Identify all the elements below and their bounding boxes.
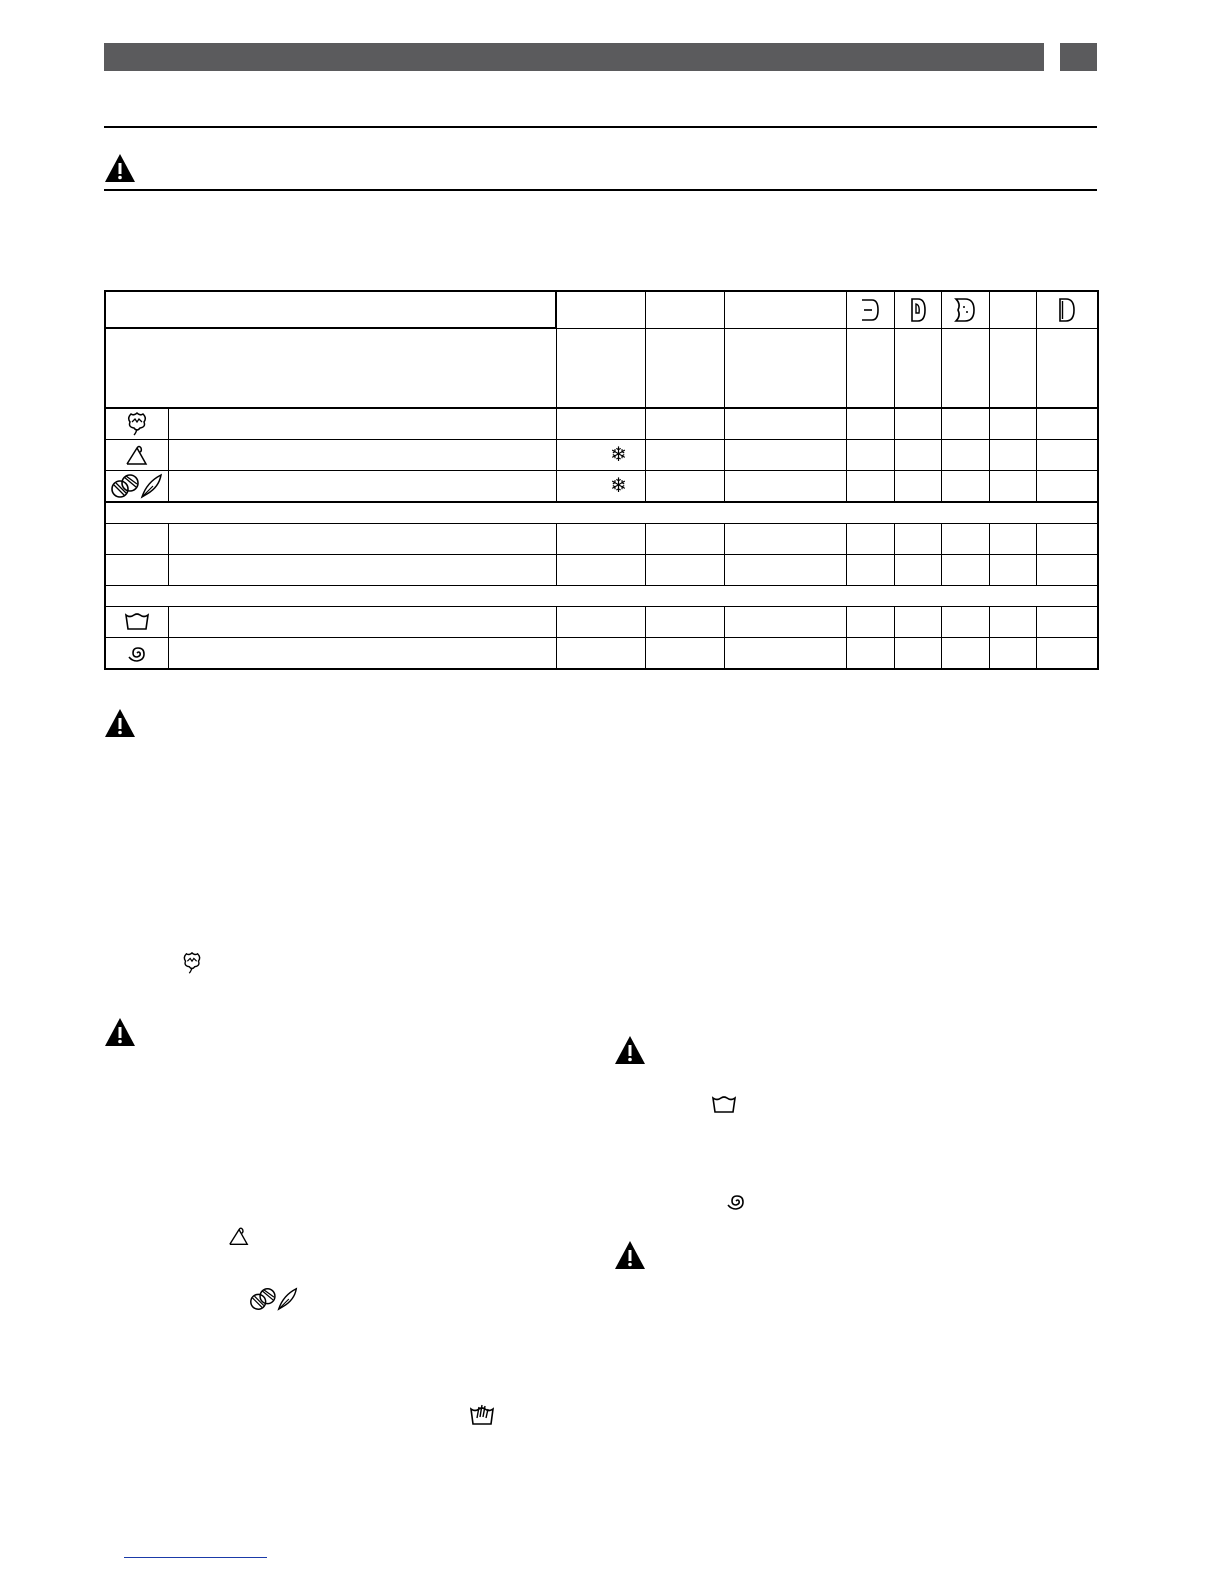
table-row-label [168,524,556,555]
table-row-label [168,555,556,586]
snowflake-icon: ❄ [610,442,627,466]
page-number-box [1060,43,1097,71]
programme-table [104,290,1099,670]
section-rule-top [104,126,1097,128]
table-row-label [168,471,556,503]
warning-triangle-icon [614,1034,646,1066]
cold-cell [556,440,645,471]
rinse-tub-icon [105,607,168,638]
main-wash-compartment-icon [894,291,941,328]
table-header-cell [989,291,1036,328]
table-row-label [168,408,556,440]
warning-triangle-icon [104,1016,136,1048]
table-row-symbol [105,524,168,555]
table-row-label [168,440,556,471]
rinse-tub-icon [710,1094,738,1116]
table-row-label [168,607,556,638]
page-header-bar [104,43,1044,71]
section-rule-bottom [104,189,1097,191]
wool-silk-icon [247,1286,301,1312]
table-header-cell [724,291,846,328]
table-header-cell [556,291,645,328]
table-header-cell [645,291,724,328]
spin-spiral-icon [105,638,168,670]
snowflake-icon: ❄ [610,473,627,497]
cotton-flower-icon [105,408,168,440]
table-row-symbol [105,555,168,586]
footer-link[interactable] [124,1557,267,1558]
table-section-divider [105,502,1098,524]
cold-cell [556,471,645,503]
prewash-compartment-icon [846,291,894,328]
cotton-flower-icon [180,950,204,976]
table-title-cell [105,291,556,328]
delay-start-icon [1036,291,1098,328]
handwash-tub-icon [468,1401,496,1427]
warning-triangle-icon [104,152,136,184]
cold-cell [556,408,645,440]
synthetics-icon [105,440,168,471]
warning-triangle-icon [614,1239,646,1271]
table-section-divider [105,586,1098,607]
softener-compartment-icon [941,291,989,328]
warning-triangle-icon [104,707,136,739]
table-row-label [168,638,556,670]
table-subheader-cell [105,328,556,408]
spin-spiral-icon [724,1189,748,1213]
wool-silk-icon [105,471,168,503]
synthetics-icon [227,1225,251,1247]
